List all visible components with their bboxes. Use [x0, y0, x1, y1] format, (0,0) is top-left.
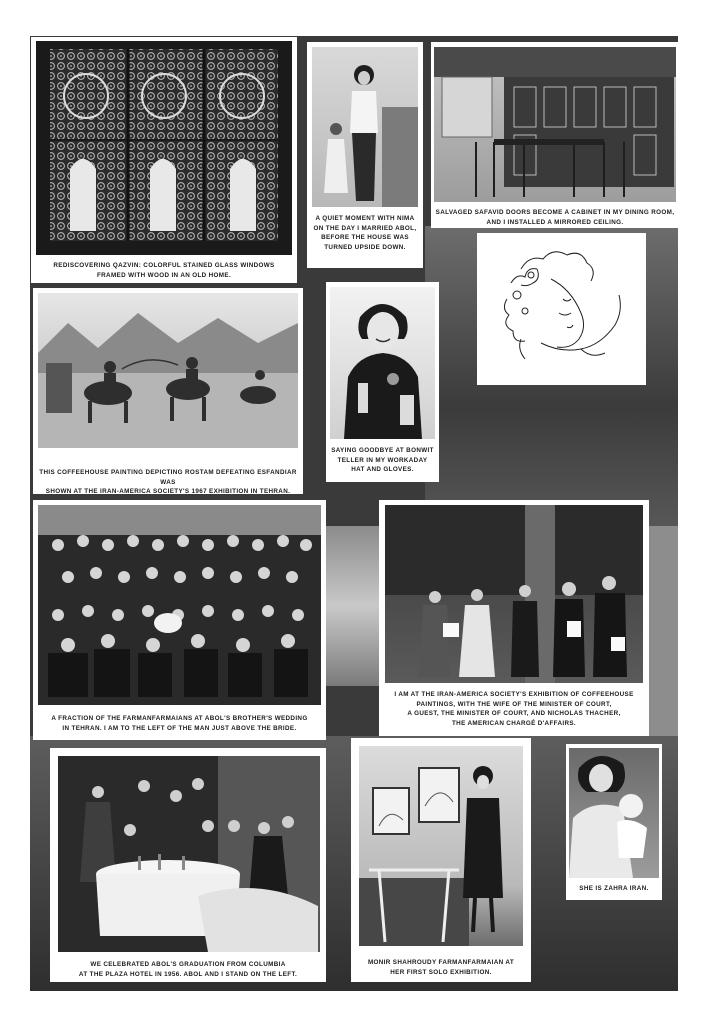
caption-monir [351, 958, 531, 977]
caption-line: A QUIET MOMENT WITH NIMA [315, 215, 415, 222]
photo-monir-exhibition [359, 746, 523, 946]
photo-dining-room [434, 47, 676, 202]
caption-line: I AM AT THE IRAN-AMERICA SOCIETY'S EXHIBITION OF COFFEEHOUSE [394, 691, 634, 698]
photo-card-graduation [50, 748, 326, 982]
caption-graduation [50, 960, 326, 979]
caption-line: SHOWN AT THE IRAN-AMERICA SOCIETY'S 1967 EXHIBITION IN TEHRAN. [45, 488, 291, 496]
caption-line: SHE IS ZAHRA IRAN. [579, 885, 649, 892]
photo-card-sketch [477, 233, 646, 385]
caption-line: TELLER IN MY WORKADAY [337, 456, 428, 464]
caption-coffeehouse [33, 468, 303, 497]
caption-exhibition [379, 690, 649, 728]
caption-line: HAT AND GLOVES. [351, 466, 414, 474]
photo-card-monir [351, 738, 531, 982]
caption-safavid [431, 208, 679, 227]
caption-bonwit [326, 446, 439, 475]
caption-line: FRAMED WITH WOOD IN AN OLD HOME. [96, 271, 232, 279]
photo-woman-with-child [312, 47, 418, 207]
photo-woman-bonwit [330, 287, 435, 439]
photo-exhibition-guests [385, 505, 643, 683]
caption-line: AT THE PLAZA HOTEL IN 1956. ABOL AND I STAND ON THE LEFT. [78, 970, 298, 978]
photo-card-nima [307, 42, 423, 268]
background-photo-party [322, 526, 382, 686]
drawing-woman-sketch [481, 239, 642, 379]
caption-line: HER FIRST SOLO EXHIBITION. [390, 968, 492, 976]
caption-line: ON THE DAY I MARRIED ABOL, [313, 224, 417, 232]
caption-line: AND I INSTALLED A MIRRORED CEILING. [486, 218, 624, 226]
caption-line: THIS COFFEEHOUSE PAINTING DEPICTING ROSTAM DEFEATING ESFANDIAR WAS [39, 469, 297, 486]
caption-line: TURNED UPSIDE DOWN. [324, 243, 406, 251]
photo-card-coffeehouse [33, 288, 303, 494]
photo-plaza-dinner [58, 756, 320, 952]
background-photo-right [648, 526, 678, 736]
photo-card-zahra [566, 744, 662, 900]
caption-line: REDISCOVERING QAZVIN: COLORFUL STAINED GLASS WINDOWS [53, 262, 275, 269]
photo-mother-with-baby [569, 748, 659, 878]
caption-line: A GUEST, THE MINISTER OF COURT, AND NICHOLAS THACHER, [407, 710, 621, 718]
photo-card-bonwit [326, 282, 439, 482]
photo-card-exhibition [379, 500, 649, 736]
photo-card-qazvin [31, 37, 297, 283]
photo-coffeehouse-painting [38, 293, 298, 448]
caption-line: SALVAGED SAFAVID DOORS BECOME A CABINET IN MY DINING ROOM, [435, 209, 675, 216]
photo-qazvin-stained-glass [36, 41, 292, 255]
caption-line: WE CELEBRATED ABOL'S GRADUATION FROM COLUMBIA [90, 961, 286, 968]
caption-line: THE AMERICAN CHARGÉ D'AFFAIRS. [451, 719, 577, 727]
caption-wedding [33, 714, 326, 733]
caption-line: MONIR SHAHROUDY FARMANFARMAIAN AT [367, 959, 515, 966]
caption-zahra [566, 884, 662, 894]
photo-wedding-group [38, 505, 321, 705]
photo-card-safavid [431, 42, 679, 228]
caption-line: A FRACTION OF THE FARMANFARMAIANS AT ABOL'S BROTHER'S WEDDING [51, 715, 308, 722]
caption-line: BEFORE THE HOUSE WAS [321, 234, 409, 242]
caption-line: IN TEHRAN. I AM TO THE LEFT OF THE MAN JUST ABOVE THE BRIDE. [62, 724, 297, 732]
caption-line: SAYING GOODBYE AT BONWIT [331, 447, 434, 454]
caption-nima [307, 214, 423, 252]
caption-line: PAINTINGS, WITH THE WIFE OF THE MINISTER OF COURT, [416, 700, 612, 708]
photo-card-wedding [33, 500, 326, 740]
caption-qazvin [31, 261, 297, 280]
